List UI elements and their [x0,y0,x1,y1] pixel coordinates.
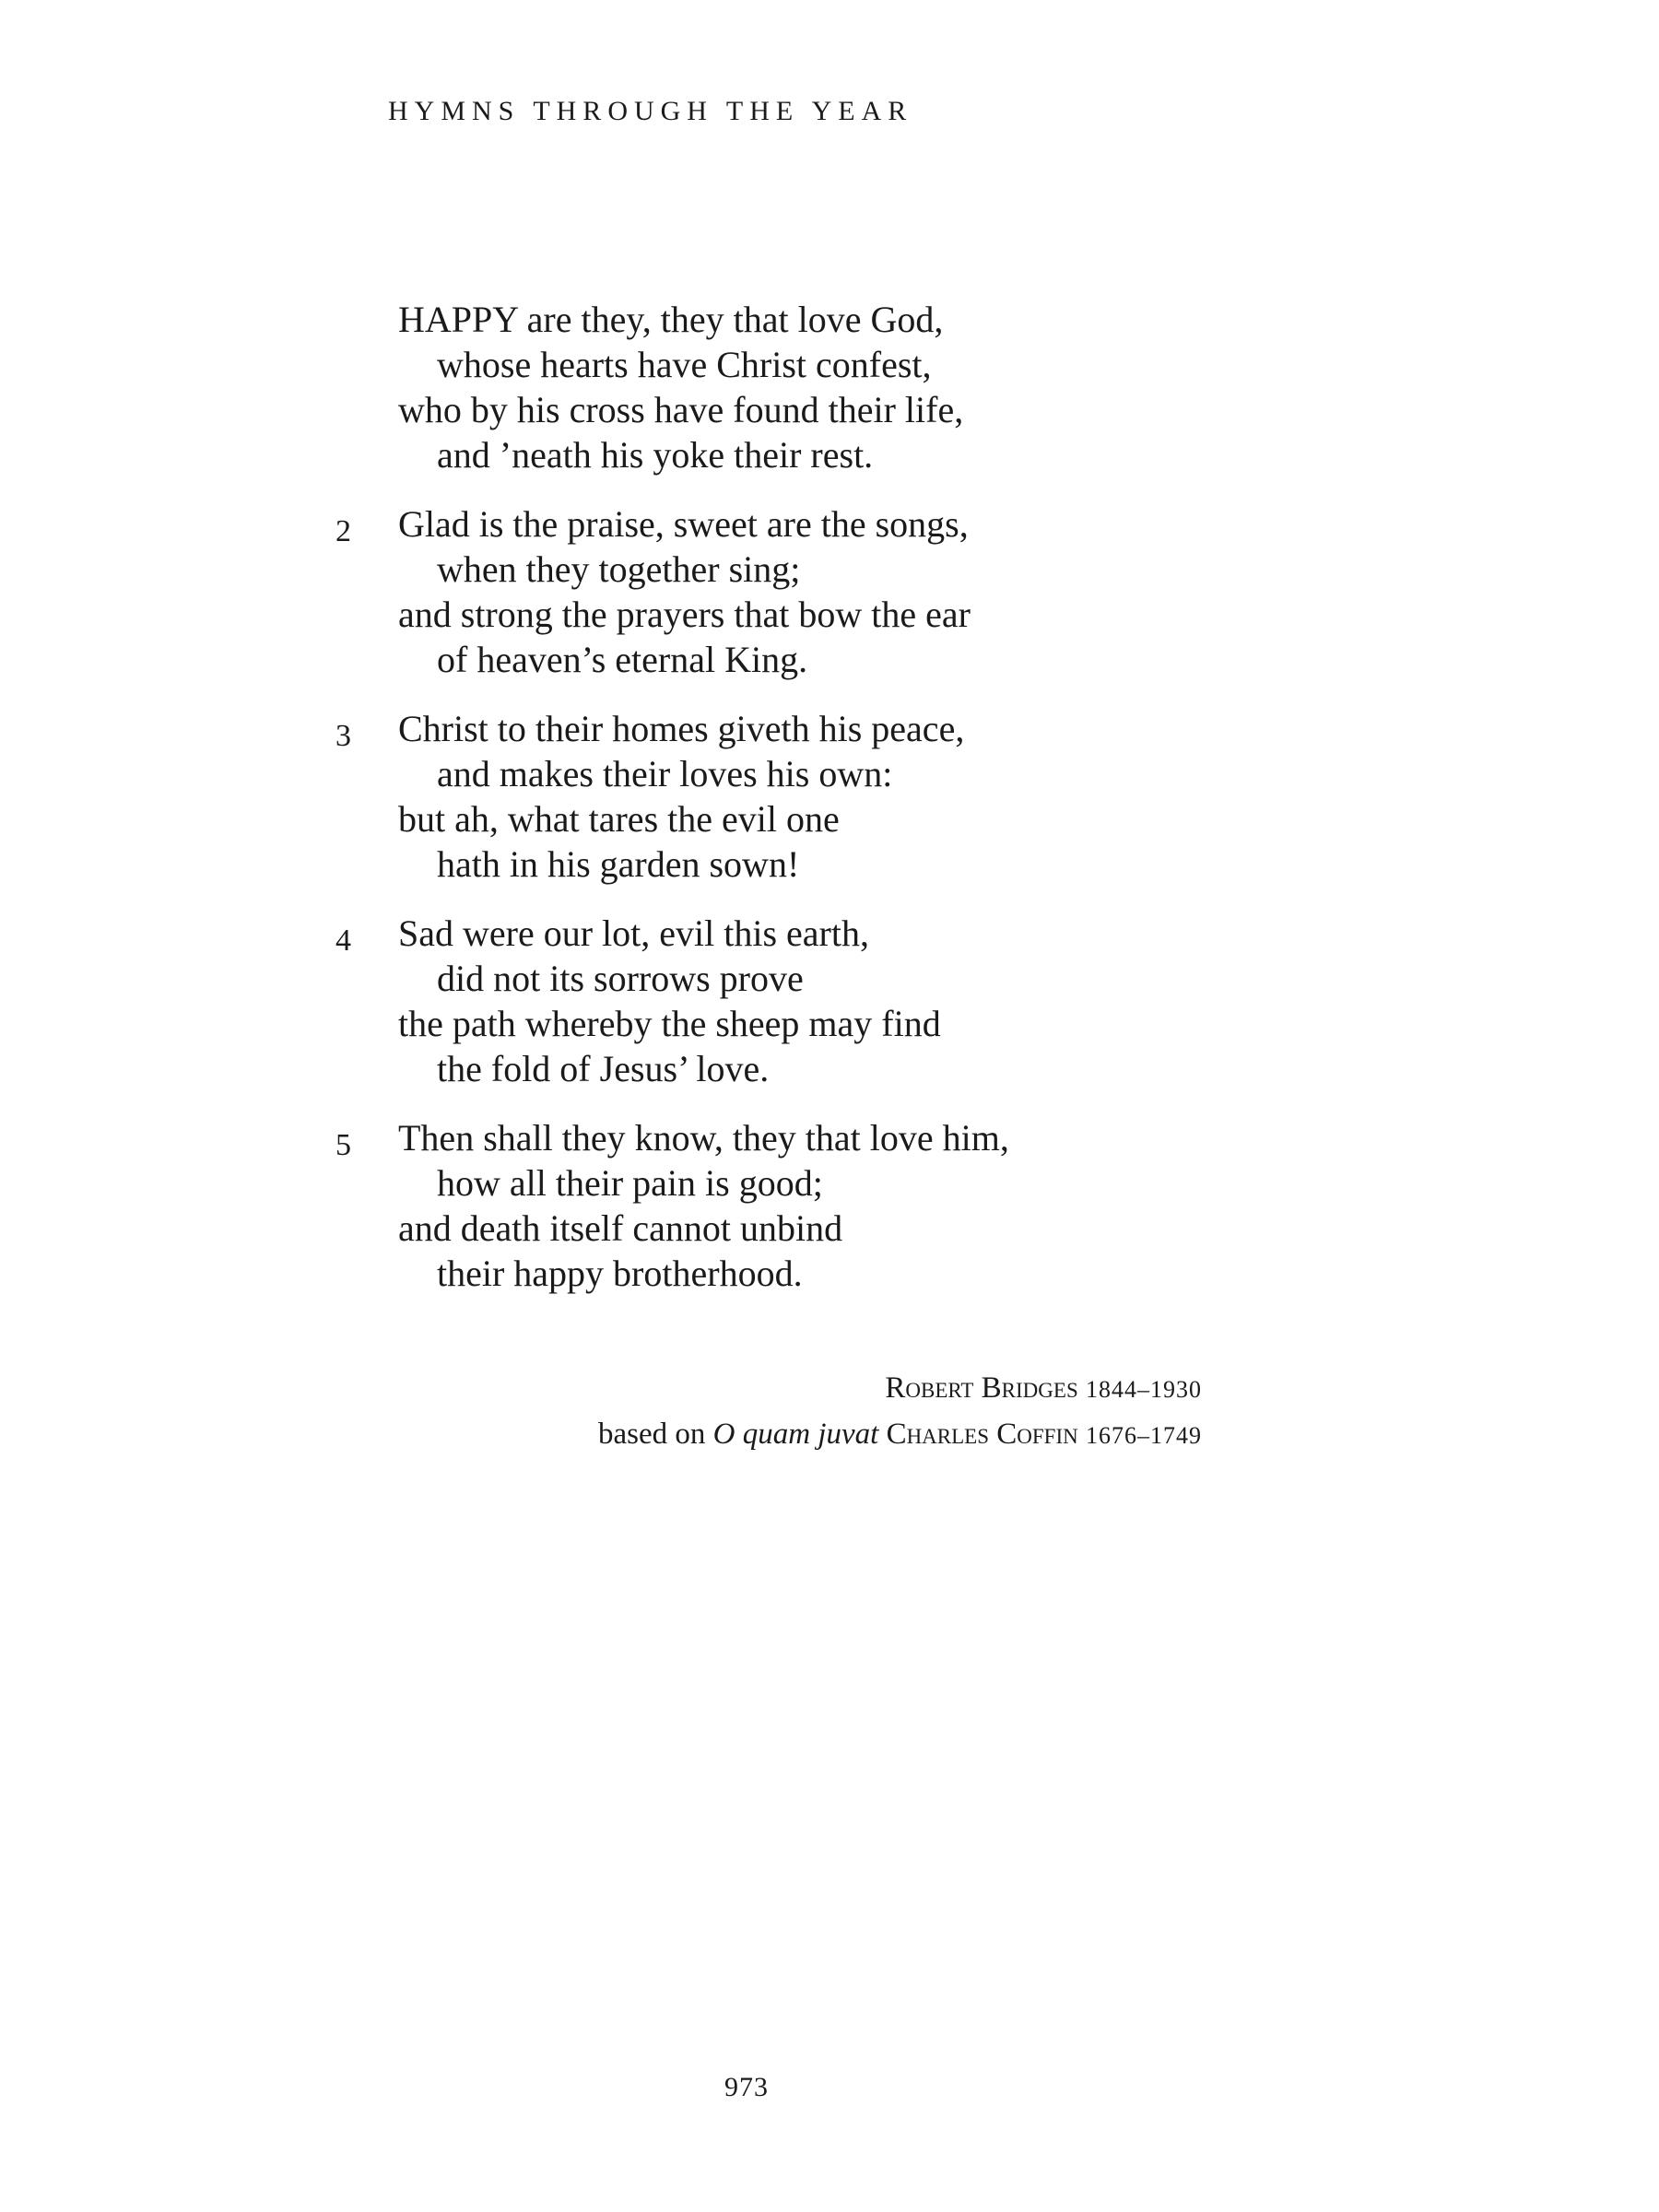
verse-number: 2 [335,514,351,548]
verse-line: but ah, what tares the evil one [398,798,840,840]
verse-line: hath in his garden sown! [437,843,800,885]
verse-line: the fold of Jesus’ love. [437,1048,770,1089]
verse-line: and ’neath his yoke their rest. [437,434,874,476]
verse-line: their happy brotherhood. [437,1253,803,1294]
verse-line: Christ to their homes giveth his peace, [398,708,965,749]
attribution [598,1366,1202,1458]
verse-1 [0,297,1659,477]
author-line [598,1366,1202,1412]
source-author: Charles Coffin [886,1418,1078,1451]
verse-number: 5 [335,1128,351,1162]
verse-2 [0,501,1659,682]
verse-4 [0,911,1659,1091]
verse-line: who by his cross have found their life, [398,389,964,430]
verse-line: and makes their loves his own: [437,753,893,794]
verse-3 [0,706,1659,887]
page-number: 973 [724,2072,769,2102]
source-title: O quam juvat [712,1418,879,1451]
verse-line: and strong the prayers that bow the ear [398,594,971,635]
source-dates: 1676–1749 [1086,1422,1202,1449]
verse-line: how all their pain is good; [437,1162,823,1204]
verse-line: Then shall they know, they that love him, [398,1117,1009,1159]
author-name: Robert Bridges [885,1371,1078,1405]
verse-line: Glad is the praise, sweet are the songs, [398,503,969,545]
verse-number: 3 [335,719,351,753]
source-line [598,1412,1202,1458]
author-dates: 1844–1930 [1086,1376,1202,1403]
verse-line: of heaven’s eternal King. [437,639,808,680]
hymn-text [0,297,1659,1320]
verse-line: Sad were our lot, evil this earth, [398,912,869,954]
verse-line: HAPPY are they, they that love God, [398,299,944,340]
based-on-prefix: based on [598,1418,706,1451]
verse-line: whose hearts have Christ confest, [437,344,932,385]
verse-line: and death itself cannot unbind [398,1207,843,1249]
verse-line: when they together sing; [437,548,801,590]
verse-line: did not its sorrows prove [437,958,804,999]
running-head: HYMNS THROUGH THE YEAR [388,96,913,126]
verse-number: 4 [335,924,351,958]
verse-5 [0,1115,1659,1296]
verse-line: the path whereby the sheep may find [398,1003,941,1044]
